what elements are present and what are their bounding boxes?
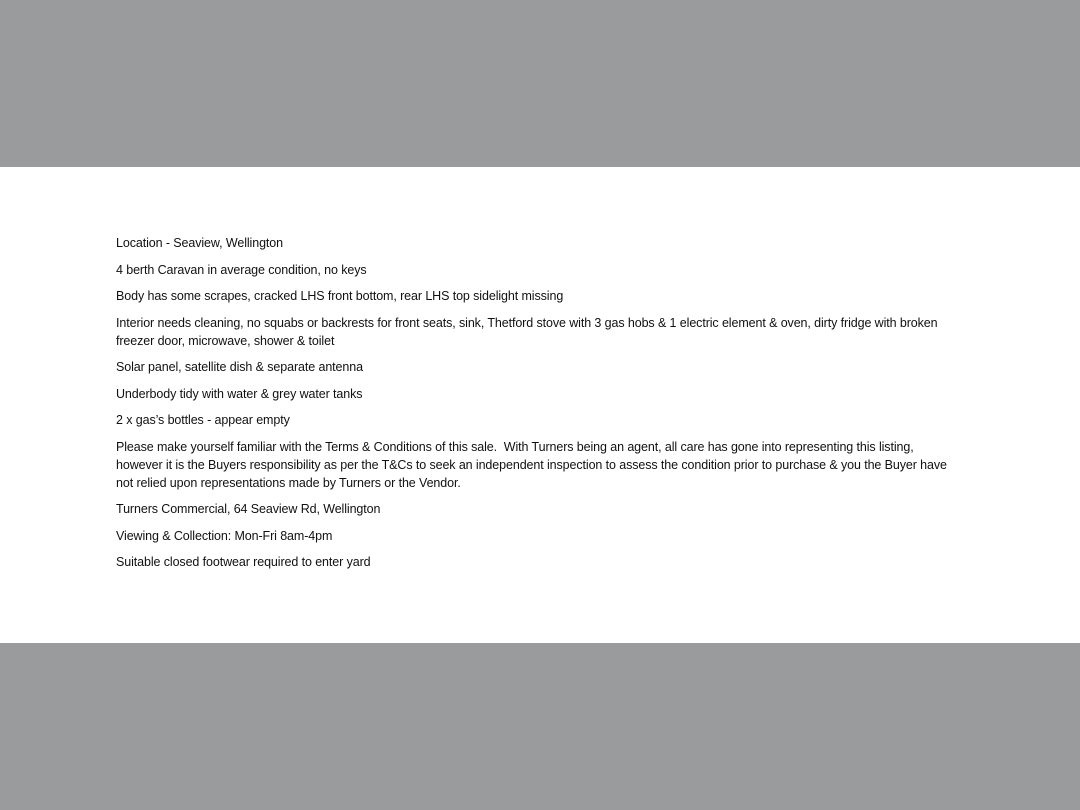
viewing-hours-line: Viewing & Collection: Mon-Fri 8am-4pm — [116, 528, 333, 543]
listing-description — [116, 234, 961, 580]
terms-paragraph: Please make yourself familiar with the Terms & Conditions of this sale. With Turners being an agent, all care has gone into representing this listing, however it is the Buyers responsibility as per the T&Cs to seek an independent inspection to assess the condition prior to purchase & you the Buyer have not relied upon representations made by Turners or the Vendor. — [116, 439, 951, 490]
gas-bottles-line: 2 x gas’s bottles - appear empty — [116, 413, 290, 427]
address-line: Turners Commercial, 64 Seaview Rd, Wellington — [116, 502, 381, 516]
interior-line: Interior needs cleaning, no squabs or backrests for front seats, sink, Thetford stove with 3 gas hobs & 1 electric element & oven, dirty fridge with broken freezer door, microwave, shower & toilet — [116, 315, 941, 348]
location-line: Location - Seaview, Wellington — [116, 236, 284, 250]
underbody-line: Underbody tidy with water & grey water tanks — [116, 386, 363, 401]
footwear-line: Suitable closed footwear required to enter yard — [116, 555, 371, 569]
solar-panel-line: Solar panel, satellite dish & separate antenna — [116, 360, 363, 374]
body-damage-line: Body has some scrapes, cracked LHS front bottom, rear LHS top sidelight missing — [116, 289, 564, 303]
caravan-condition-line: 4 berth Caravan in average condition, no keys — [116, 262, 367, 277]
